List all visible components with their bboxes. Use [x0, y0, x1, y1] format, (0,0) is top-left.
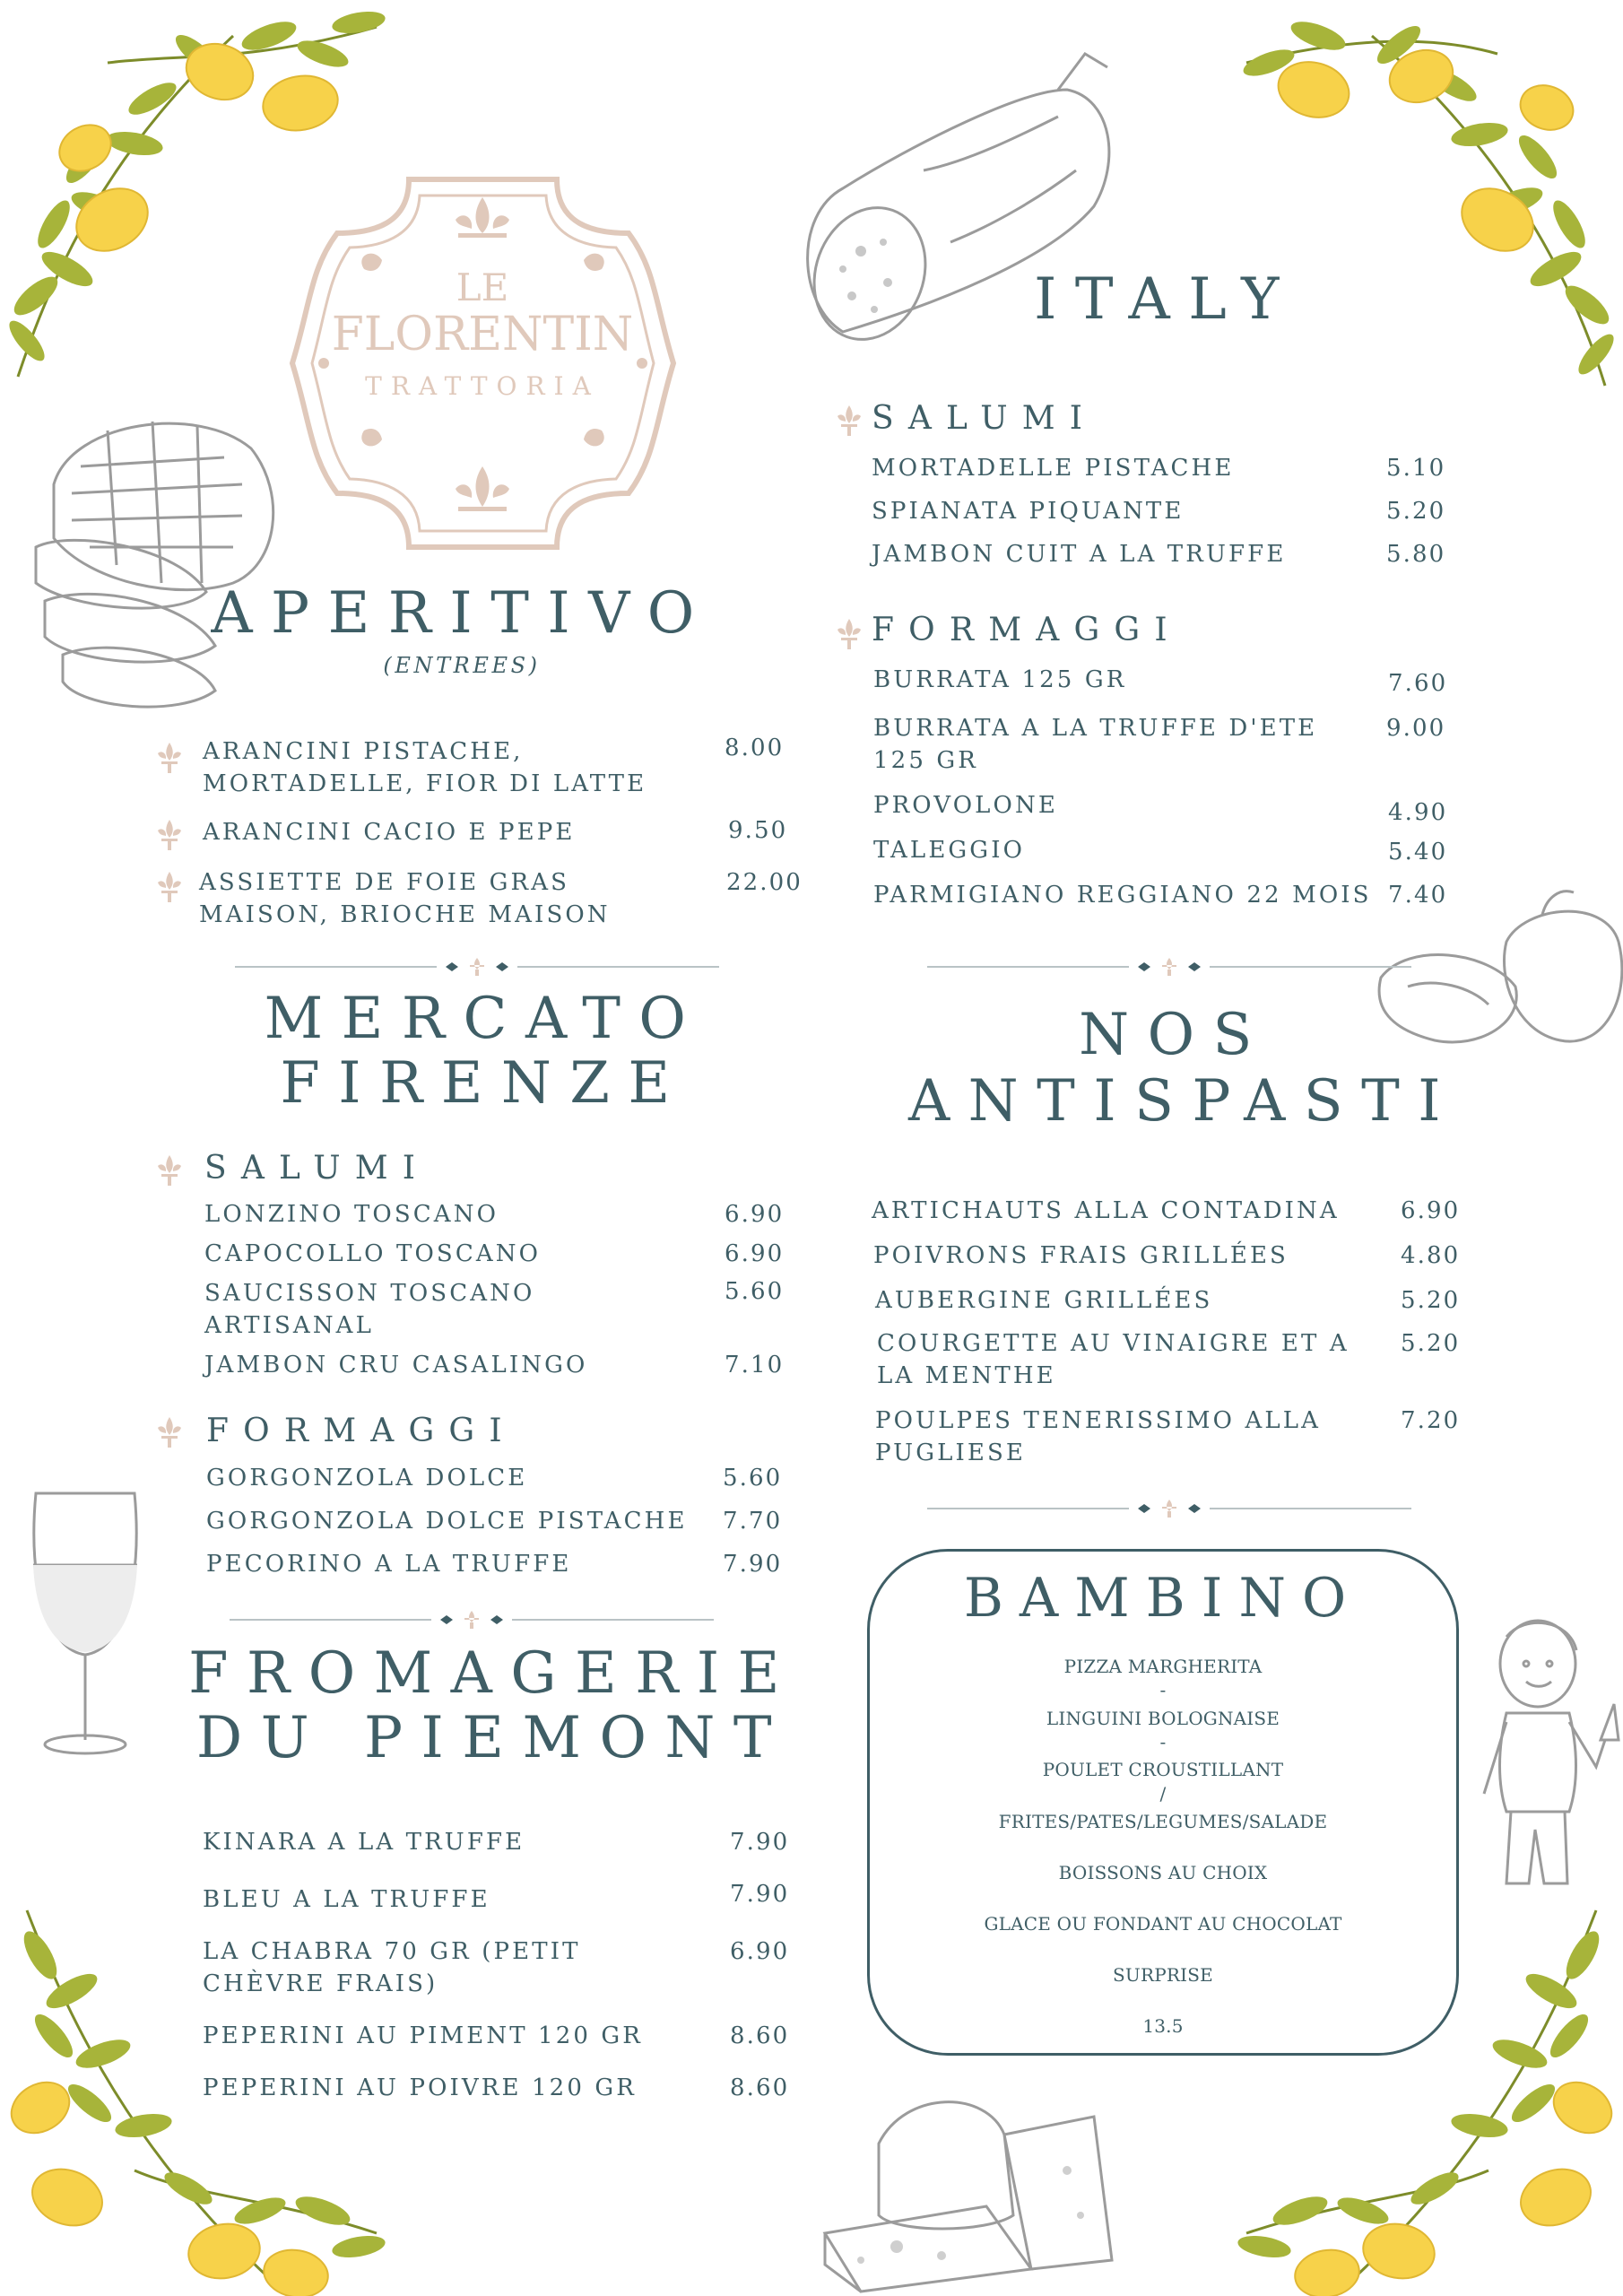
mercato-formaggi-item-price: 7.70	[723, 1508, 783, 1535]
aperitivo-item-name: ARANCINI CACIO E PEPE	[203, 819, 576, 846]
bambino-line: FRITES/PATES/LEGUMES/SALADE	[998, 1811, 1328, 1832]
italy-formaggi-item-price: 5.40	[1388, 839, 1448, 865]
fromagerie-item-price: 8.60	[730, 2022, 790, 2049]
mercato-salumi-title: SALUMI	[204, 1150, 430, 1187]
aperitivo-item-name: ARANCINI PISTACHE, MORTADELLE, FIOR DI LATTE	[203, 738, 647, 797]
antispasti-item-price: 4.80	[1401, 1242, 1461, 1269]
italy-title: ITALY	[1034, 266, 1298, 333]
fleur-de-lis-icon	[836, 619, 863, 649]
mercato-formaggi-item-name: PECORINO A LA TRUFFE	[206, 1551, 572, 1578]
italy-formaggi-item-price: 7.60	[1388, 670, 1448, 697]
fromagerie-title-line2: DU PIEMONT	[195, 1705, 791, 1771]
aperitivo-subtitle: (ENTREES)	[383, 653, 541, 678]
fleur-de-lis-icon	[156, 1417, 183, 1448]
fromagerie-item-name: KINARA A LA TRUFFE	[203, 1829, 525, 1856]
italy-formaggi-item-name: PROVOLONE	[873, 792, 1058, 819]
bambino-line: -	[1159, 1731, 1167, 1752]
fleur-de-lis-icon	[156, 743, 183, 773]
fromagerie-item-price: 7.90	[730, 1829, 790, 1856]
cheese-sketch-illustration	[807, 2081, 1130, 2296]
italy-salumi-item-name: SPIANATA PIQUANTE	[872, 498, 1185, 525]
mercato-formaggi-item-price: 7.90	[723, 1551, 783, 1578]
ham-sketch-illustration	[18, 386, 278, 735]
fleur-de-lis-icon	[836, 405, 863, 436]
antispasti-item-price: 7.20	[1401, 1407, 1461, 1434]
fleur-de-lis-icon	[156, 872, 183, 902]
italy-formaggi-item-name: BURRATA A LA TRUFFE D'ETE 125 GR	[873, 715, 1318, 774]
mercato-formaggi-item-name: GORGONZOLA DOLCE	[206, 1465, 528, 1492]
antispasti-item-price: 6.90	[1401, 1197, 1461, 1224]
logo-line3: TRATTORIA	[365, 371, 600, 401]
antispasti-title-line1: NOS	[1079, 1002, 1271, 1068]
fleur-de-lis-icon	[156, 820, 183, 850]
antispasti-item-name: AUBERGINE GRILLÉES	[875, 1287, 1213, 1314]
italy-formaggi-title: FORMAGGI	[872, 612, 1182, 648]
italy-formaggi-item-name: TALEGGIO	[873, 837, 1026, 864]
bambino-line: PIZZA MARGHERITA	[1063, 1656, 1263, 1677]
logo-line2: FLORENTIN	[331, 308, 634, 361]
bambino-line: BOISSONS AU CHOIX	[1058, 1862, 1268, 1883]
italy-formaggi-item-price: 4.90	[1388, 799, 1448, 826]
section-divider	[235, 958, 719, 976]
bambino-line: -	[1159, 1679, 1167, 1700]
mercato-salumi-item-price: 7.10	[725, 1352, 785, 1378]
antispasti-item-name: ARTICHAUTS ALLA CONTADINA	[872, 1197, 1340, 1224]
fromagerie-item-name: BLEU A LA TRUFFE	[203, 1886, 490, 1913]
fromagerie-title-line1: FROMAGERIE	[188, 1640, 798, 1707]
italy-salumi-item-name: MORTADELLE PISTACHE	[872, 455, 1235, 482]
mercato-formaggi-title: FORMAGGI	[206, 1413, 516, 1449]
mercato-title-line1: MERCATO	[264, 986, 705, 1052]
mercato-formaggi-item-name: GORGONZOLA DOLCE PISTACHE	[206, 1508, 688, 1535]
bambino-line: SURPRISE	[1113, 1964, 1213, 1986]
italy-salumi-item-name: JAMBON CUIT A LA TRUFFE	[872, 541, 1287, 568]
mercato-salumi-item-price: 6.90	[725, 1240, 785, 1267]
fromagerie-item-name: PEPERINI AU POIVRE 120 GR	[203, 2074, 637, 2101]
aperitivo-title: APERITIVO	[211, 580, 713, 647]
antispasti-item-name: COURGETTE AU VINAIGRE ET A LA MENTHE	[877, 1330, 1350, 1389]
antispasti-item-name: POULPES TENERISSIMO ALLA PUGLIESE	[875, 1407, 1322, 1466]
italy-formaggi-item-name: BURRATA 125 GR	[873, 666, 1127, 693]
mercato-salumi-item-name: LONZINO TOSCANO	[204, 1201, 499, 1228]
italy-salumi-item-price: 5.80	[1386, 541, 1446, 568]
aperitivo-item-name: ASSIETTE DE FOIE GRAS MAISON, BRIOCHE MAISON	[199, 869, 611, 928]
mercato-salumi-item-price: 5.60	[725, 1278, 785, 1305]
mercato-formaggi-item-price: 5.60	[723, 1465, 783, 1492]
mercato-salumi-item-name: JAMBON CRU CASALINGO	[204, 1352, 588, 1378]
aperitivo-item-price: 22.00	[726, 869, 803, 896]
section-divider	[927, 958, 1411, 976]
antispasti-item-price: 5.20	[1401, 1287, 1461, 1314]
italy-formaggi-item-name: PARMIGIANO REGGIANO 22 MOIS	[873, 882, 1372, 909]
logo-line1: LE	[456, 265, 509, 309]
bambino-line: POULET CROUSTILLANT	[1042, 1759, 1284, 1780]
mercato-title-line2: FIRENZE	[280, 1050, 689, 1117]
bambino-line: LINGUINI BOLOGNAISE	[1046, 1708, 1280, 1729]
italy-salumi-title: SALUMI	[872, 400, 1098, 437]
bambino-line: /	[1159, 1783, 1167, 1805]
antispasti-title-line2: ANTISPASTI	[907, 1068, 1460, 1135]
antispasti-item-price: 5.20	[1401, 1330, 1461, 1357]
italy-salumi-item-price: 5.20	[1386, 498, 1446, 525]
section-divider	[230, 1611, 714, 1629]
mercato-salumi-item-name: CAPOCOLLO TOSCANO	[204, 1240, 542, 1267]
section-divider	[927, 1500, 1411, 1518]
mercato-salumi-item-name: SAUCISSON TOSCANO ARTISANAL	[204, 1280, 535, 1339]
bambino-title: BAMBINO	[963, 1567, 1363, 1630]
antispasti-item-name: POIVRONS FRAIS GRILLÉES	[873, 1242, 1289, 1269]
fromagerie-item-name: LA CHABRA 70 GR (PETIT CHÈVRE FRAIS)	[203, 1938, 581, 1997]
bambino-price: 13.5	[1142, 2015, 1184, 2037]
fromagerie-item-price: 6.90	[730, 1938, 790, 1965]
aperitivo-item-price: 8.00	[725, 735, 785, 761]
restaurant-logo	[274, 161, 691, 565]
italy-formaggi-item-price: 9.00	[1386, 715, 1446, 742]
italy-formaggi-item-price: 7.40	[1388, 882, 1448, 909]
fromagerie-item-name: PEPERINI AU PIMENT 120 GR	[203, 2022, 643, 2049]
child-sketch-illustration	[1471, 1614, 1623, 1910]
aperitivo-item-price: 9.50	[728, 817, 788, 844]
lemon-branch-top-right-illustration	[1228, 0, 1623, 395]
fleur-de-lis-icon	[156, 1155, 183, 1186]
mercato-salumi-item-price: 6.90	[725, 1201, 785, 1228]
italy-salumi-item-price: 5.10	[1386, 455, 1446, 482]
bambino-line: GLACE OU FONDANT AU CHOCOLAT	[984, 1913, 1342, 1935]
fromagerie-item-price: 8.60	[730, 2074, 790, 2101]
wine-glass-sketch-illustration	[22, 1480, 148, 1767]
fromagerie-item-price: 7.90	[730, 1881, 790, 1908]
